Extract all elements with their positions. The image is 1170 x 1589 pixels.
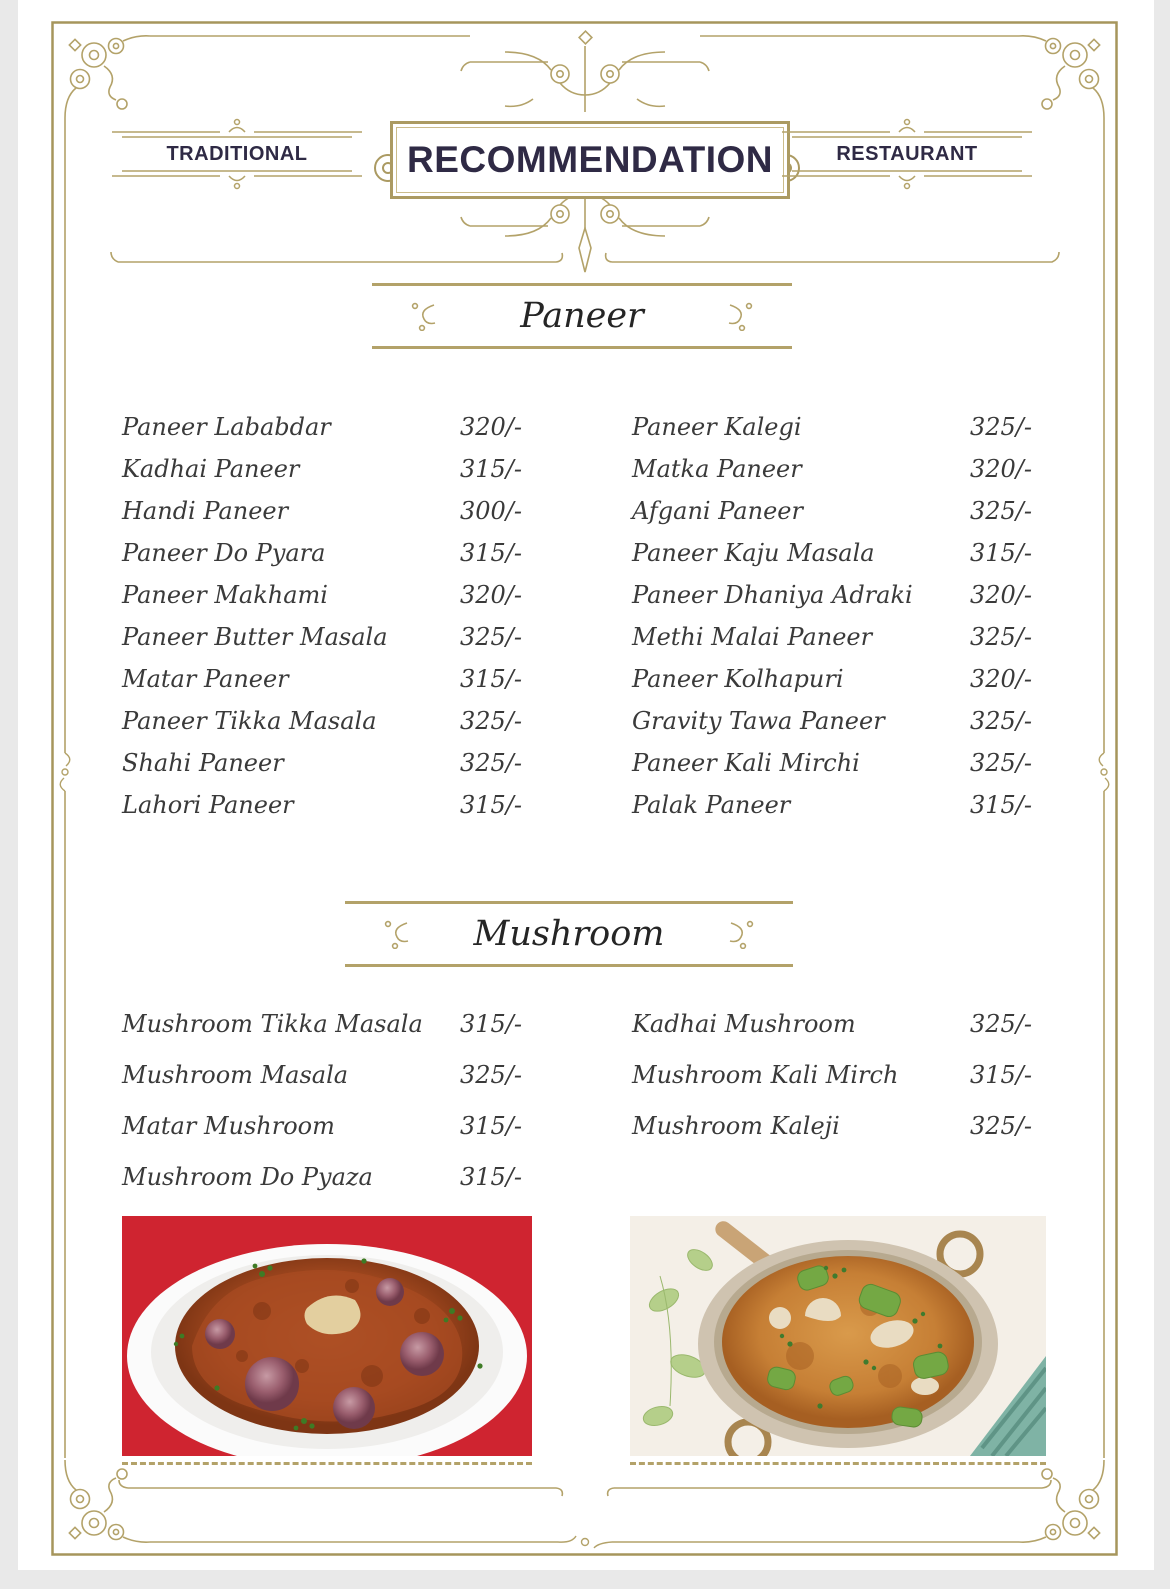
section-rule bbox=[345, 964, 793, 967]
dish-name: Shahi Paneer bbox=[122, 749, 284, 777]
dish-price: 315/- bbox=[970, 1060, 1033, 1089]
menu-item-row bbox=[122, 448, 532, 490]
menu-item-row bbox=[122, 616, 532, 658]
flourish-icon bbox=[727, 919, 755, 949]
dish-name: Paneer Butter Masala bbox=[122, 623, 388, 651]
dish-price: 320/- bbox=[460, 413, 523, 441]
dish-name: Paneer Kali Mirchi bbox=[632, 749, 860, 777]
bracket-ornament-icon bbox=[112, 170, 362, 190]
section-title: Paneer bbox=[520, 296, 644, 336]
menu-item-row bbox=[632, 1100, 1042, 1151]
dish-name: Paneer Kaju Masala bbox=[632, 539, 875, 567]
dish-name: Paneer Makhami bbox=[122, 581, 328, 609]
dish-price: 315/- bbox=[460, 791, 523, 819]
dish-name: Mushroom Tikka Masala bbox=[122, 1009, 423, 1038]
dish-name: Afgani Paneer bbox=[632, 497, 803, 525]
dish-price: 320/- bbox=[970, 581, 1033, 609]
dish-price: 320/- bbox=[970, 665, 1033, 693]
dish-price: 315/- bbox=[970, 791, 1033, 819]
dish-price: 325/- bbox=[970, 1009, 1033, 1038]
dish-price: 325/- bbox=[460, 623, 523, 651]
mushroom-menu-list bbox=[122, 998, 1042, 1202]
dish-name: Mushroom Kali Mirch bbox=[632, 1060, 899, 1089]
menu-column-right bbox=[632, 406, 1042, 826]
menu-item-row bbox=[122, 998, 532, 1049]
section-paneer bbox=[372, 283, 792, 349]
menu-item-row bbox=[632, 700, 1042, 742]
menu-item-row bbox=[632, 998, 1042, 1049]
dish-price: 315/- bbox=[460, 1162, 523, 1191]
dish-name: Mushroom Masala bbox=[122, 1060, 349, 1089]
menu-item-row bbox=[122, 532, 532, 574]
menu-item-row bbox=[122, 490, 532, 532]
flourish-icon bbox=[726, 301, 754, 331]
dish-name: Gravity Tawa Paneer bbox=[632, 707, 885, 735]
dish-price: 315/- bbox=[460, 1009, 523, 1038]
page-title: RECOMMENDATION bbox=[406, 139, 773, 180]
paneer-menu-list bbox=[122, 406, 1042, 826]
flourish-icon bbox=[410, 301, 438, 331]
dish-price: 325/- bbox=[970, 1111, 1033, 1140]
dish-name: Kadhai Paneer bbox=[122, 455, 300, 483]
dish-price: 300/- bbox=[460, 497, 523, 525]
menu-column-right bbox=[632, 998, 1042, 1202]
dish-name: Paneer Kolhapuri bbox=[632, 665, 844, 693]
recommendation-banner bbox=[390, 121, 790, 199]
dish-price: 325/- bbox=[970, 623, 1033, 651]
dish-name: Mushroom Do Pyaza bbox=[122, 1162, 373, 1191]
menu-item-row bbox=[632, 490, 1042, 532]
dish-name: Kadhai Mushroom bbox=[632, 1009, 856, 1038]
menu-item-row bbox=[632, 742, 1042, 784]
dish-price: 325/- bbox=[970, 707, 1033, 735]
dish-price: 325/- bbox=[970, 497, 1033, 525]
menu-item-row bbox=[122, 1100, 532, 1151]
dish-name: Methi Malai Paneer bbox=[632, 623, 873, 651]
dish-name: Paneer Do Pyara bbox=[122, 539, 326, 567]
menu-item-row bbox=[632, 574, 1042, 616]
menu-item-row bbox=[122, 700, 532, 742]
menu-item-row bbox=[122, 742, 532, 784]
dish-price: 325/- bbox=[460, 707, 523, 735]
dish-name: Paneer Tikka Masala bbox=[122, 707, 377, 735]
mushroom-kadhai-photo bbox=[630, 1216, 1046, 1456]
dish-price: 315/- bbox=[460, 539, 523, 567]
dashed-divider bbox=[122, 1462, 532, 1465]
dish-price: 315/- bbox=[970, 539, 1033, 567]
paneer-curry-plate-photo bbox=[122, 1216, 532, 1456]
menu-item-row bbox=[632, 448, 1042, 490]
dish-name: Matka Paneer bbox=[632, 455, 802, 483]
bracket-ornament-icon bbox=[782, 118, 1032, 138]
menu-column-left bbox=[122, 998, 532, 1202]
dish-name: Paneer Dhaniya Adraki bbox=[632, 581, 913, 609]
left-badge-label: TRADITIONAL bbox=[166, 143, 308, 165]
dish-name: Handi Paneer bbox=[122, 497, 289, 525]
menu-item-row bbox=[122, 658, 532, 700]
menu-item-row bbox=[632, 532, 1042, 574]
dish-price: 320/- bbox=[970, 455, 1033, 483]
dish-name: Paneer Kalegi bbox=[632, 413, 802, 441]
dish-name: Lahori Paneer bbox=[122, 791, 294, 819]
menu-item-row bbox=[632, 616, 1042, 658]
dish-price: 320/- bbox=[460, 581, 523, 609]
dish-price: 325/- bbox=[970, 413, 1033, 441]
menu-item-row bbox=[632, 406, 1042, 448]
bracket-ornament-icon bbox=[782, 170, 1032, 190]
right-badge bbox=[782, 118, 1032, 190]
dashed-divider bbox=[630, 1462, 1046, 1465]
dish-price: 315/- bbox=[460, 1111, 523, 1140]
dish-name: Palak Paneer bbox=[632, 791, 791, 819]
menu-item-row bbox=[632, 1049, 1042, 1100]
section-mushroom bbox=[345, 901, 793, 967]
dish-price: 325/- bbox=[460, 749, 523, 777]
right-badge-label: RESTAURANT bbox=[836, 143, 978, 165]
dish-price: 315/- bbox=[460, 455, 523, 483]
dish-name: Mushroom Kaleji bbox=[632, 1111, 840, 1140]
left-badge bbox=[112, 118, 362, 190]
dish-price: 325/- bbox=[970, 749, 1033, 777]
section-rule bbox=[372, 346, 792, 349]
dish-price: 325/- bbox=[460, 1060, 523, 1089]
dish-name: Matar Mushroom bbox=[122, 1111, 335, 1140]
menu-item-row bbox=[122, 1151, 532, 1202]
flourish-icon bbox=[383, 919, 411, 949]
menu-item-row bbox=[632, 784, 1042, 826]
menu-item-row bbox=[122, 1049, 532, 1100]
menu-item-row bbox=[632, 658, 1042, 700]
bracket-ornament-icon bbox=[112, 118, 362, 138]
menu-item-row bbox=[122, 406, 532, 448]
dish-name: Matar Paneer bbox=[122, 665, 289, 693]
menu-item-row bbox=[122, 784, 532, 826]
menu-column-left bbox=[122, 406, 532, 826]
section-title: Mushroom bbox=[473, 914, 665, 954]
dish-name: Paneer Lababdar bbox=[122, 413, 331, 441]
menu-item-row bbox=[122, 574, 532, 616]
dish-price: 315/- bbox=[460, 665, 523, 693]
